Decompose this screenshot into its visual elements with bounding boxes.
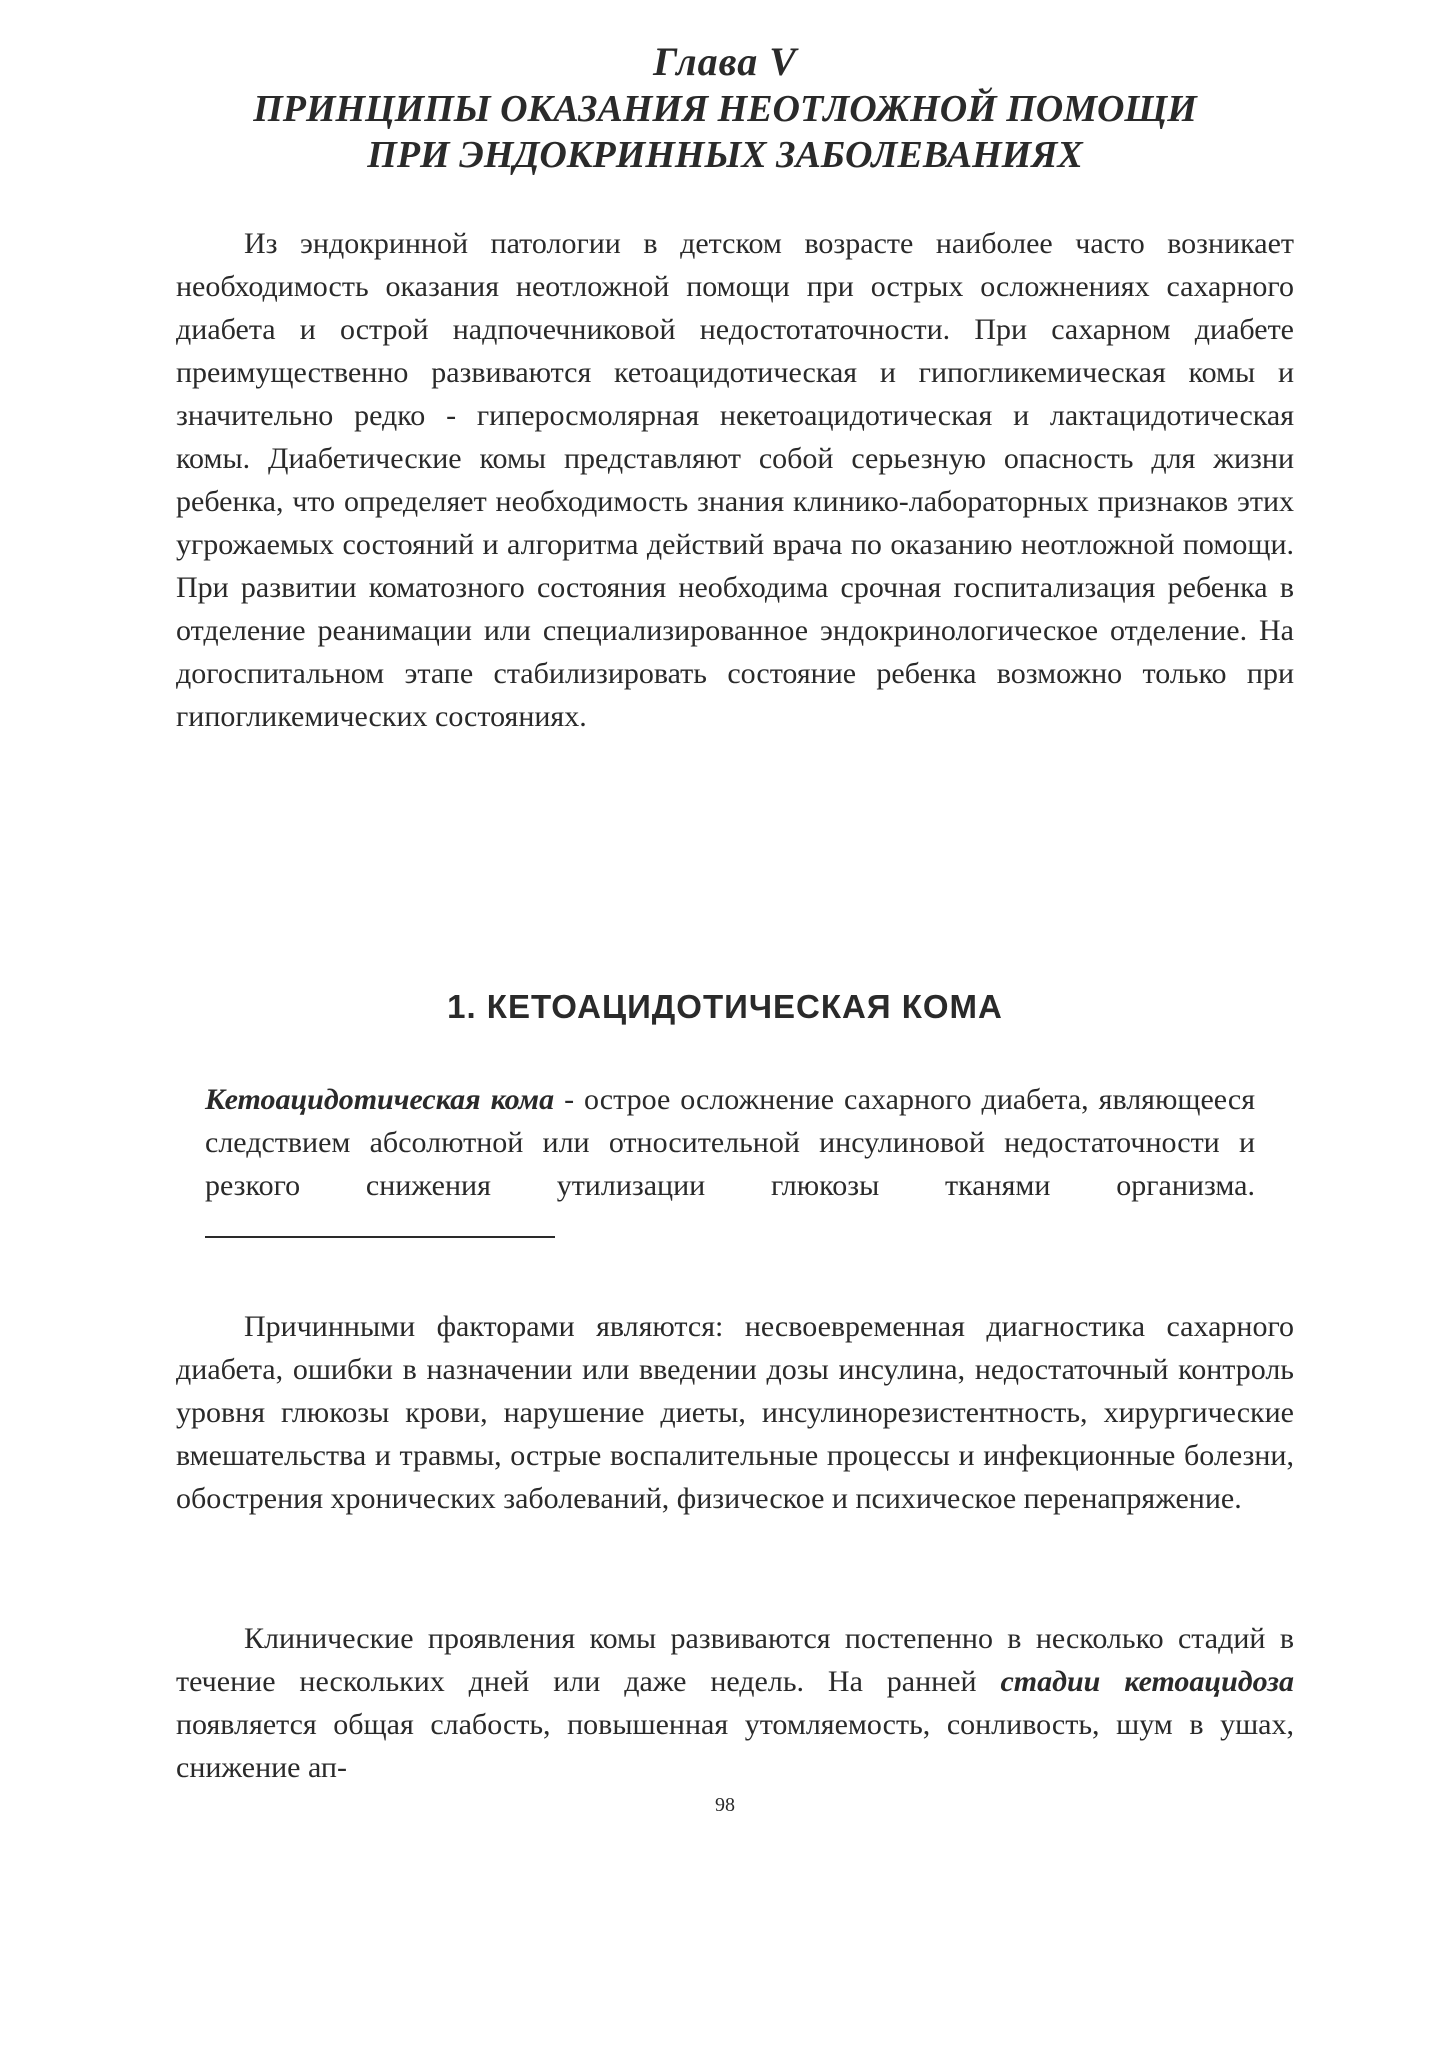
section-heading: 1. КЕТОАЦИДОТИЧЕСКАЯ КОМА (447, 988, 1003, 1025)
definition-underline (205, 1210, 555, 1238)
page-number: 98 (715, 1794, 735, 1816)
clinical-emphasis: стадии кетоацидоза (1000, 1665, 1294, 1698)
chapter-title-line-2: ПРИ ЭНДОКРИННЫХ ЗАБОЛЕВАНИЯХ (367, 134, 1083, 176)
clinical-paragraph (176, 1617, 1294, 1789)
causes-paragraph: Причинными факторами являются: несвоевременная диагностика сахарного диабета, ошибки в назначении или введении дозы инсулина, недостаточный контроль уровня глюкозы крови, нарушение диеты, инсулинорезистентность, хирургические вмешательства и травмы, острые воспалительные процессы и инфекционные болезни, обострения хронических заболеваний, физическое и психическое перенапряжение. (176, 1310, 1294, 1515)
chapter-title (0, 86, 1450, 178)
chapter-title-line-1: ПРИНЦИПЫ ОКАЗАНИЯ НЕОТЛОЖНОЙ ПОМОЩИ (253, 88, 1197, 130)
clinical-text-start: Клинические проявления комы развиваются постепенно в несколько стадий в течение нескольких дней или даже недель. На ранней (176, 1622, 1294, 1698)
definition-block (205, 1078, 1255, 1250)
intro-paragraph: Из эндокринной патологии в детском возрасте наиболее часто возникает необходимость оказания неотложной помощи при острых осложнениях сахарного диабета и острой надпочечниковой недостотаточности. При сахарном диабете преимущественно развиваются кетоацидотическая и гипогликемическая комы и значительно редко - гиперосмолярная некетоацидотическая и лактацидотическая комы. Диабетические комы представляют собой серьезную опасность для жизни ребенка, что определяет необходимость знания клинико-лабораторных признаков этих угрожаемых состояний и алгоритма действий врача по оказанию неотложной помощи. При развитии коматозного состояния необходима срочная госпитализация ребенка в отделение реанимации или специализированное эндокринологическое отделение. На догоспитальном этапе стабилизировать состояние ребенка возможно только при гипогликемических состояниях. (176, 227, 1294, 733)
definition-text: - острое осложнение сахарного диабета, являющееся следствием абсолютной или относительной инсулиновой недостаточности и резкого снижения утилизации глюкозы тканями организма. (205, 1083, 1255, 1202)
definition-term: Кетоацидотическая кома (205, 1083, 555, 1116)
chapter-label: Глава V (653, 39, 797, 84)
clinical-text-end: появляется общая слабость, повышенная утомляемость, сонливость, шум в ушах, снижение ап- (176, 1708, 1294, 1784)
